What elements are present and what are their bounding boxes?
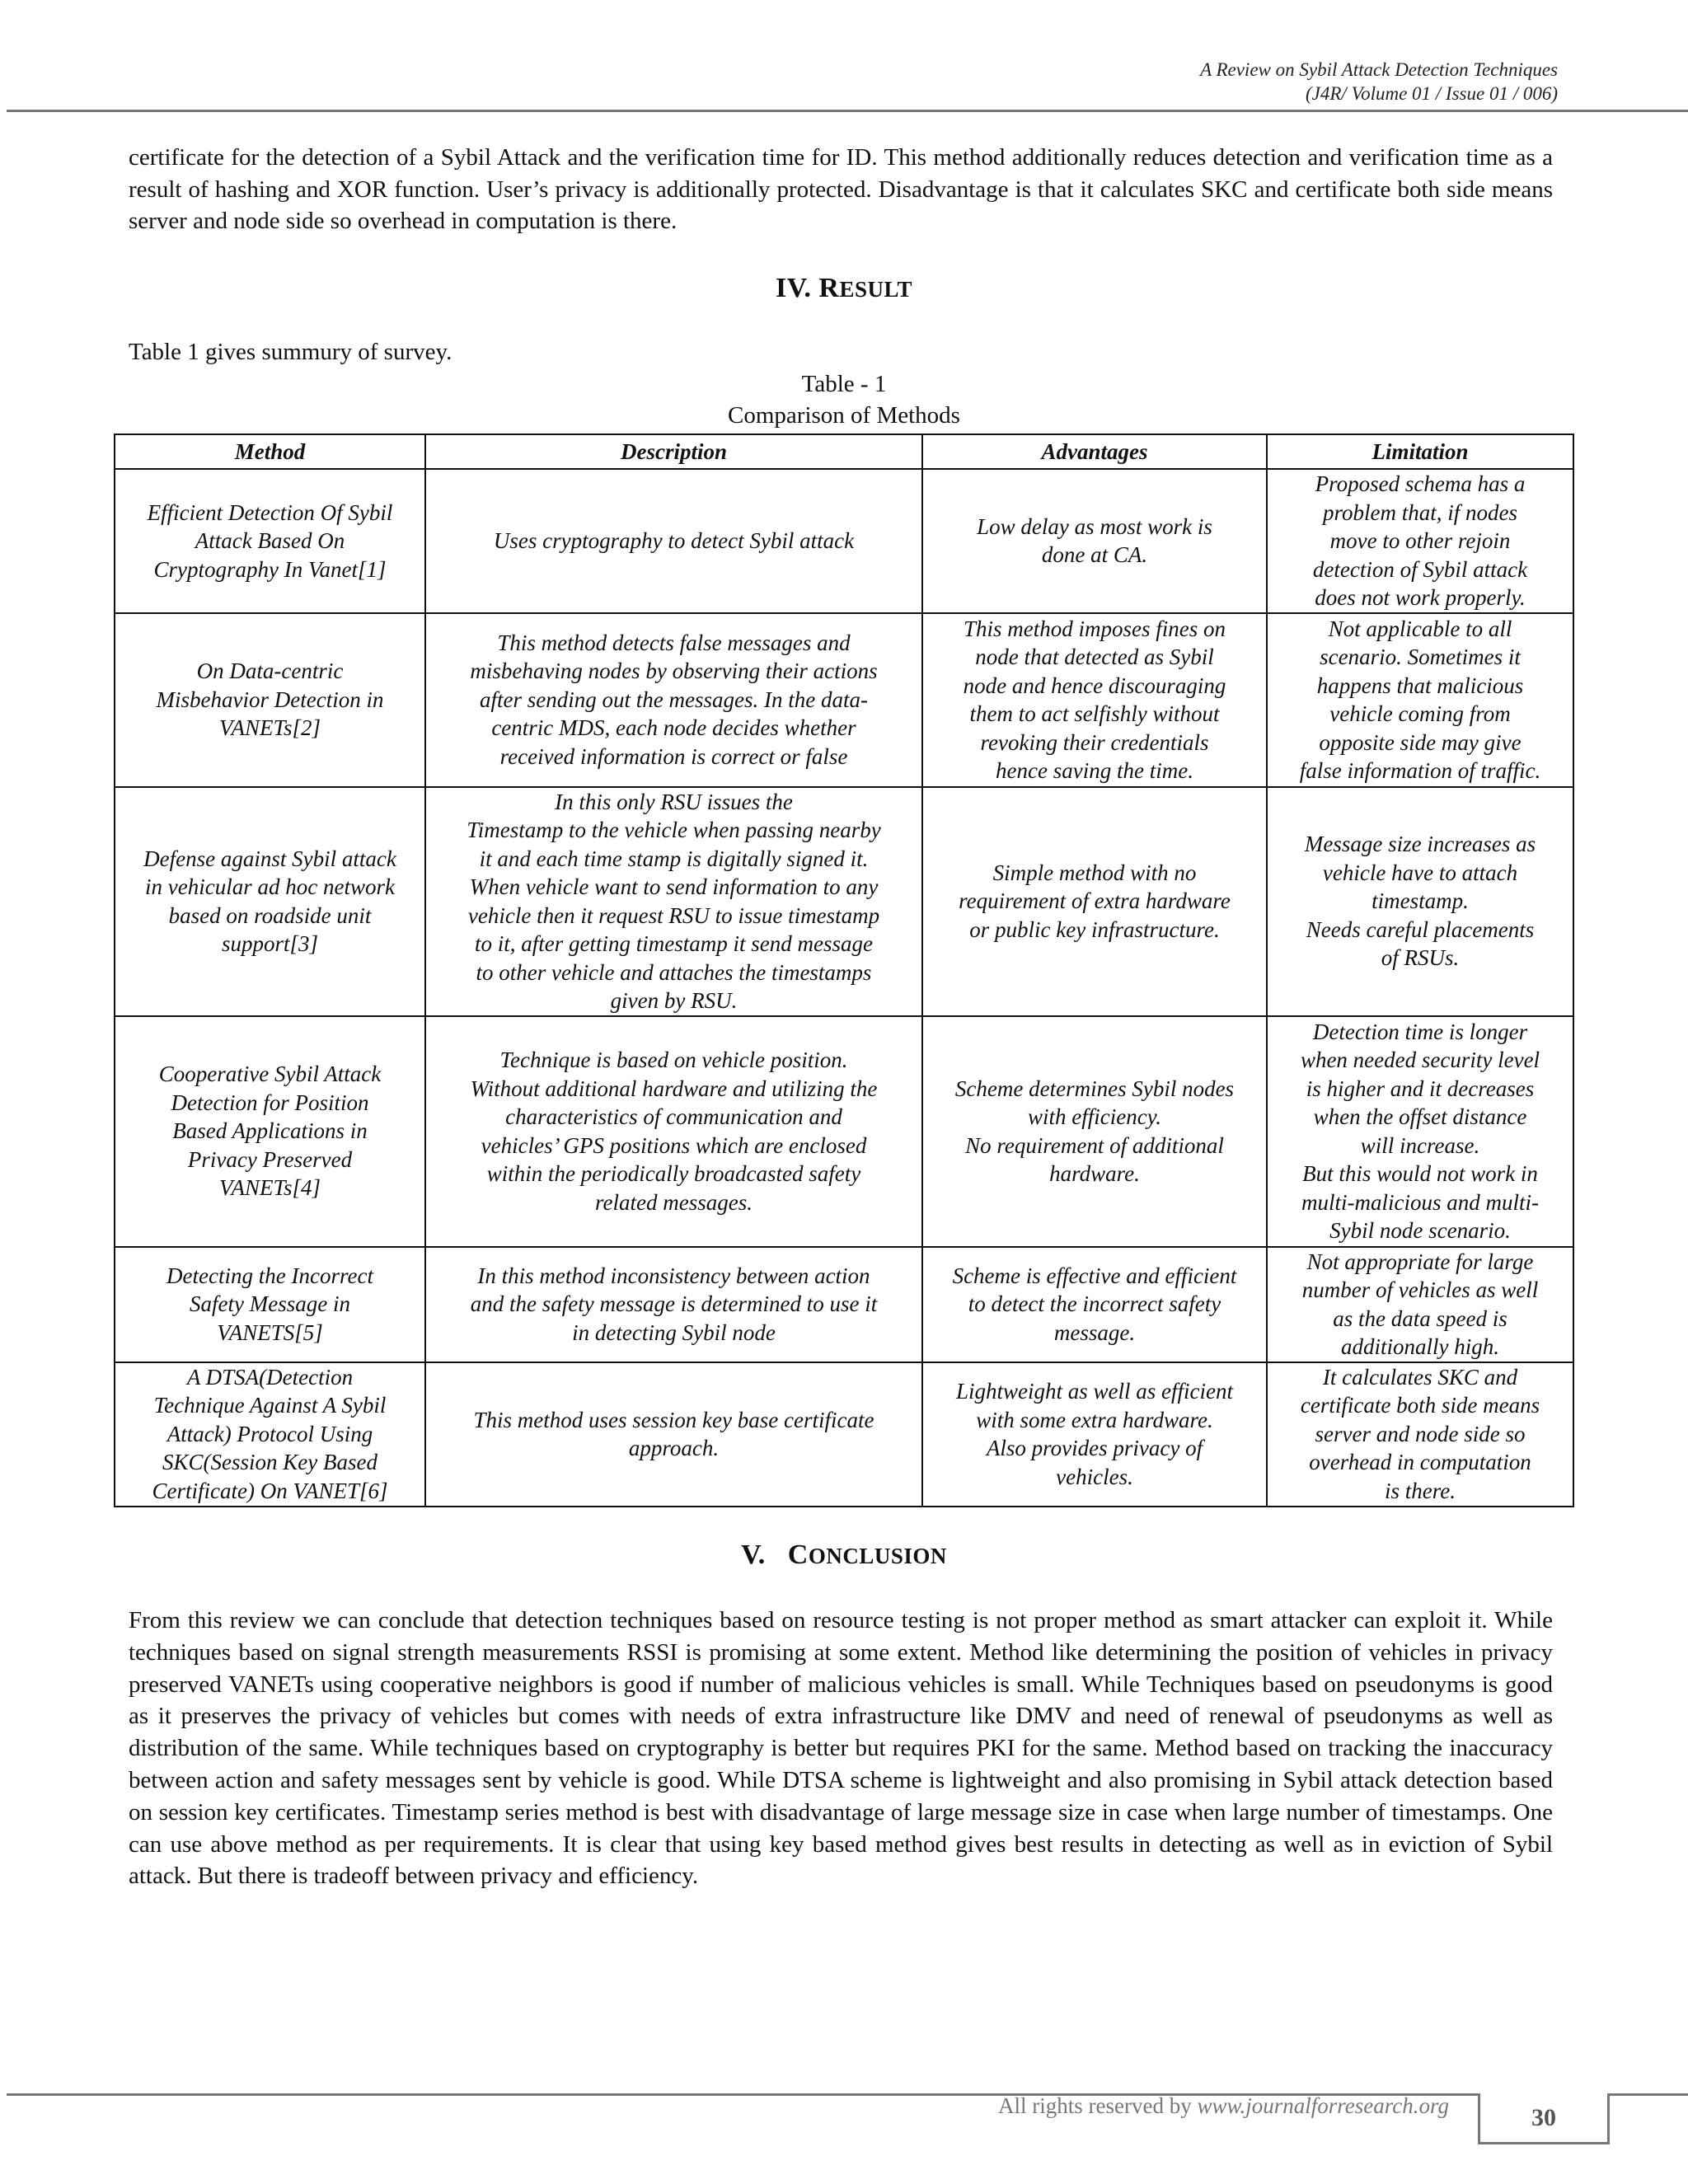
column-header-limitation: Limitation xyxy=(1267,434,1573,469)
table-row xyxy=(115,469,1573,613)
cell-description: Technique is based on vehicle position. Without additional hardware and utilizing the characteristics of communication and vehicles’ GPS positions which are enclosed within the periodically broadcasted safety related messages. xyxy=(425,1016,922,1247)
cell-limitation: Proposed schema has a problem that, if nodes move to other rejoin detection of Sybil attack does not work properly. xyxy=(1267,469,1573,613)
cell-description: In this only RSU issues the Timestamp to the vehicle when passing nearby it and each time stamp is digitally signed it. When vehicle want to send information to any vehicle then it request RSU to issue timestamp to it, after getting timestamp it send message to other vehicle and attaches the timestamps given by RSU. xyxy=(425,787,922,1016)
cell-advantages: Scheme determines Sybil nodes with efficiency. No requirement of additional hardware. xyxy=(922,1016,1267,1247)
cell-description: In this method inconsistency between action and the safety message is determined to use it in detecting Sybil node xyxy=(425,1247,922,1362)
cell-method: Cooperative Sybil Attack Detection for Position Based Applications in Privacy Preserved VANETs[4] xyxy=(115,1016,425,1247)
section-heading-conclusion xyxy=(0,1540,1688,1571)
cell-limitation: Detection time is longer when needed security level is higher and it decreases when the offset distance will increase. But this would not work in multi-malicious and multi- Sybil node scenario. xyxy=(1267,1016,1573,1247)
table-intro-text: Table 1 gives summury of survey. xyxy=(129,339,452,365)
cell-limitation: Not applicable to all scenario. Sometimes it happens that malicious vehicle coming from opposite side may give false information of traffic. xyxy=(1267,613,1573,787)
conclusion-heading-rest: ONCLUSION xyxy=(808,1544,947,1568)
column-header-description: Description xyxy=(425,434,922,469)
footer-site-link[interactable]: www.journalforresearch.org xyxy=(1197,2093,1449,2118)
cell-advantages: Simple method with no requirement of extra hardware or public key infrastructure. xyxy=(922,787,1267,1016)
cell-description: This method uses session key base certificate approach. xyxy=(425,1362,922,1507)
column-header-method: Method xyxy=(115,434,425,469)
cell-advantages: Lightweight as well as efficient with some extra hardware. Also provides privacy of vehicles. xyxy=(922,1362,1267,1507)
running-header xyxy=(1200,58,1558,105)
cell-advantages: Scheme is effective and efficient to detect the incorrect safety message. xyxy=(922,1247,1267,1362)
cell-description: This method detects false messages and misbehaving nodes by observing their actions after sending out the messages. In the data- centric MDS, each node decides whether received information is correct or false xyxy=(425,613,922,787)
cell-method: On Data-centric Misbehavior Detection in VANETs[2] xyxy=(115,613,425,787)
cell-method: A DTSA(Detection Technique Against A Sybil Attack) Protocol Using SKC(Session Key Based Certificate) On VANET[6] xyxy=(115,1362,425,1507)
conclusion-heading-number: V. xyxy=(741,1540,788,1570)
cell-description: Uses cryptography to detect Sybil attack xyxy=(425,469,922,613)
footer-rights-text: All rights reserved by xyxy=(998,2093,1198,2118)
header-title: A Review on Sybil Attack Detection Techniques xyxy=(1200,59,1558,80)
comparison-table xyxy=(114,434,1574,1507)
section-heading-result xyxy=(0,273,1688,304)
table-row xyxy=(115,787,1573,1016)
header-rule xyxy=(7,110,1688,112)
table-header-row xyxy=(115,434,1573,469)
header-issue: (J4R/ Volume 01 / Issue 01 / 006) xyxy=(1306,83,1558,104)
result-heading-rest: ESULT xyxy=(839,277,913,302)
table-row xyxy=(115,1016,1573,1247)
cell-method: Detecting the Incorrect Safety Message in VANETS[5] xyxy=(115,1247,425,1362)
cell-limitation: It calculates SKC and certificate both side means server and node side so overhead in computation is there. xyxy=(1267,1362,1573,1507)
column-header-advantages: Advantages xyxy=(922,434,1267,469)
page-number: 30 xyxy=(1478,2093,1610,2144)
cell-limitation: Not appropriate for large number of vehicles as well as the data speed is additionally high. xyxy=(1267,1247,1573,1362)
cell-method: Efficient Detection Of Sybil Attack Based On Cryptography In Vanet[1] xyxy=(115,469,425,613)
table-row xyxy=(115,1247,1573,1362)
result-heading-initial: R xyxy=(818,273,840,303)
intro-paragraph: certificate for the detection of a Sybil Attack and the verification time for ID. This method additionally reduces detection and verification time as a result of hashing and XOR function. User’s privacy is additionally protected. Disadvantage is that it calculates SKC and certificate both side means server and node side so overhead in computation is there. xyxy=(129,144,1553,235)
table-row xyxy=(115,613,1573,787)
result-heading-number: IV. xyxy=(775,273,819,303)
footer-rule-tail xyxy=(1610,2093,1688,2096)
cell-limitation: Message size increases as vehicle have to attach timestamp. Needs careful placements of RSUs. xyxy=(1267,787,1573,1016)
conclusion-paragraph: From this review we can conclude that detection techniques based on resource testing is not proper method as smart attacker can exploit it. While techniques based on signal strength measurements RSSI is promising at some extent. Method like determining the position of vehicles in privacy preserved VANETs using cooperative neighbors is good if number of malicious vehicles is small. While Techniques based on pseudonyms is good as it preserves the privacy of vehicles but comes with needs of extra infrastructure like DMV and need of renewal of pseudonyms as well as distribution of the same. While techniques based on cryptography is better but requires PKI for the same. Method based on tracking the inaccuracy between action and safety messages sent by vehicle is good. While DTSA scheme is lightweight and also promising in Sybil attack detection based on session key certificates. Timestamp series method is best with disadvantage of large message size in case when large number of timestamps. One can use above method as per requirements. It is clear that using key based method gives best results in detecting as well as in eviction of Sybil attack. But there is tradeoff between privacy and efficiency. xyxy=(129,1607,1553,1890)
cell-advantages: This method imposes fines on node that detected as Sybil node and hence discouraging them to act selfishly without revoking their credentials hence saving the time. xyxy=(922,613,1267,787)
cell-advantages: Low delay as most work is done at CA. xyxy=(922,469,1267,613)
table-row xyxy=(115,1362,1573,1507)
conclusion-heading-initial: C xyxy=(787,1540,809,1570)
table-title: Comparison of Methods xyxy=(728,402,960,429)
table-label: Table - 1 xyxy=(801,371,887,397)
footer-rights xyxy=(998,2093,1449,2119)
cell-method: Defense against Sybil attack in vehicular ad hoc network based on roadside unit support[3] xyxy=(115,787,425,1016)
